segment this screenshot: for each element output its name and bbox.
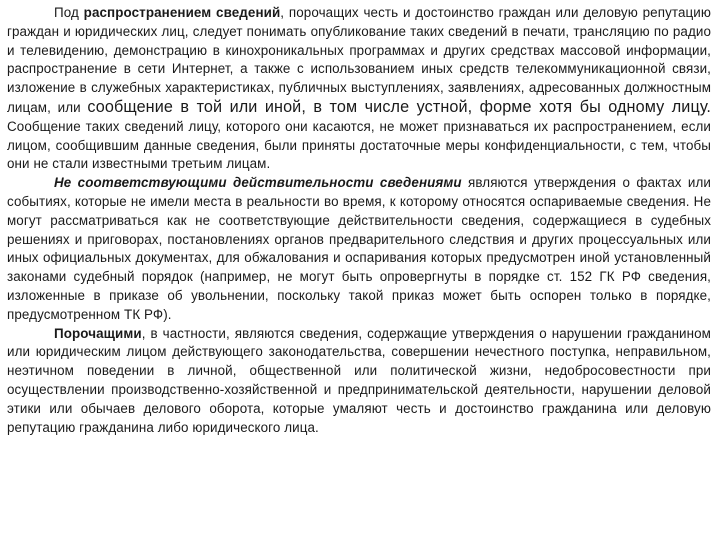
p1-text1: , порочащих честь и достоинство граждан или деловую репутацию граждан и юридических лиц, следует понимать опубликование таких сведений в печати, трансляцию по радио и телевидению, демонстрацию в кинохроникальных программах и других средствах массовой информации, распространение в сети Интернет, а также с использованием иных средств телекоммуникационной связи, изложение в служебных характеристиках, публичных выступлениях, заявлениях, адресованных должностным лицам, или: [7, 5, 711, 115]
p2-text: являются утверждения о фактах или событиях, которые не имели места в реальности во время, к которому относятся оспариваемые сведения. Не могут рассматриваться как не соответствующие действительности сведения, содержащиеся в судебных решениях и приговорах, постановлениях органов предварительного следствия и других процессуальных или иных официальных документах, для обжалования и оспаривания которых предусмотрен иной установленный законами судебный порядок (например, не могут быть опровергнуты в порядке ст. 152 ГК РФ сведения, изложенные в приказе об увольнении, поскольку такой приказ может быть оспорен только в порядке, предусмотренном ТК РФ).: [7, 175, 711, 322]
term-dissemination: распространением сведений: [83, 5, 281, 20]
paragraph-untrue-info: [7, 174, 711, 324]
paragraph-dissemination: [7, 4, 711, 174]
p1-emphasis: сообщение в той или иной, в том числе устной, форме хотя бы одному лицу.: [87, 97, 711, 116]
paragraph-defamatory: [7, 325, 711, 438]
p1-lead: Под: [54, 5, 84, 20]
p1-text2: Сообщение таких сведений лицу, которого они касаются, не может признаваться их распространением, если лицом, сообщившим данные сведения, были приняты достаточные меры конфиденциальности, с тем, чтобы они не стали известными третьим лицам.: [7, 118, 711, 172]
term-defamatory: Порочащими: [54, 325, 142, 341]
document-body: [7, 4, 711, 437]
term-untrue-info: Не соответствующими действительности сведениями: [54, 175, 462, 191]
p3-text: , в частности, являются сведения, содержащие утверждения о нарушении гражданином или юридическим лицом действующего законодательства, совершении нечестного поступка, неправильном, неэтичном поведении в личной, общественной или политической жизни, недобросовестности при осуществлении производственно-хозяйственной и предпринимательской деятельности, нарушении деловой этики или обычаев делового оборота, которые умаляют честь и достоинство гражданина или деловую репутацию гражданина либо юридического лица.: [7, 325, 711, 435]
